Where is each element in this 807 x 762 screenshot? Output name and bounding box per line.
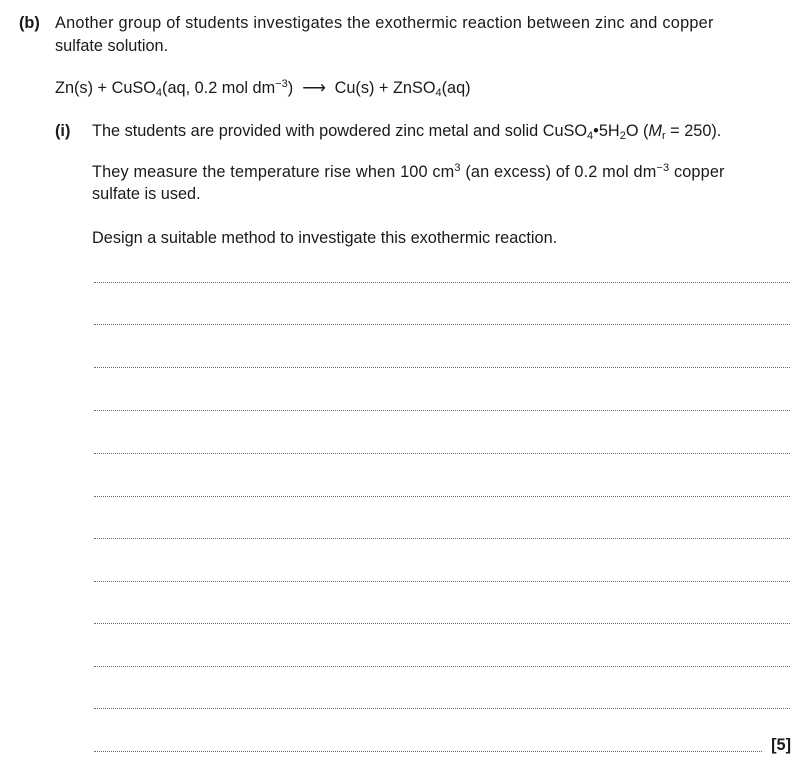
marks-allocation: [5]	[771, 736, 791, 754]
superscript: 3	[454, 162, 461, 174]
answer-line[interactable]	[94, 324, 790, 325]
eq-zinc-sulfate: ZnSO	[392, 79, 436, 97]
answer-line[interactable]	[94, 751, 762, 752]
part-text-line2: sulfate solution.	[55, 37, 169, 55]
para2-text: (an excess) of 0.2 mol dm	[460, 163, 657, 181]
eq-plus: +	[378, 79, 389, 97]
para2-text: They measure the temperature rise when 100 cm	[92, 163, 455, 181]
eq-copper-solid: Cu(s)	[334, 79, 375, 97]
eq-superscript: −3	[275, 78, 288, 90]
answer-line[interactable]	[94, 496, 790, 497]
subpart-para2-line1	[92, 163, 725, 182]
subscript: 2	[619, 130, 626, 142]
superscript: −3	[656, 162, 670, 174]
subscript: r	[661, 130, 666, 142]
instruction-text: Design a suitable method to investigate this exothermic reaction.	[92, 229, 558, 247]
eq-aq-concentration: (aq, 0.2 mol dm	[162, 79, 276, 97]
answer-line[interactable]	[94, 581, 790, 582]
eq-subscript: 4	[155, 87, 163, 99]
eq-subscript: 4	[435, 87, 442, 99]
eq-close-paren: )	[287, 79, 294, 97]
eq-zinc-solid: Zn(s)	[55, 79, 93, 97]
subpart-label: (i)	[55, 122, 71, 140]
subpart-line1	[92, 122, 721, 141]
part-text-line1: Another group of students investigates the exothermic reaction between zinc and copper	[55, 14, 714, 32]
eq-copper-sulfate: CuSO	[111, 79, 156, 97]
subscript: 4	[587, 130, 594, 142]
answer-line[interactable]	[94, 282, 790, 283]
answer-line[interactable]	[94, 708, 790, 709]
subpart-para2-line2: sulfate is used.	[92, 185, 201, 203]
subpart-line1-text: The students are provided with powdered zinc metal and solid CuSO	[92, 122, 588, 140]
answer-line[interactable]	[94, 453, 790, 454]
subpart-line1-text: O (	[625, 122, 649, 140]
molar-mass-symbol: M	[648, 122, 662, 140]
subpart-line1-text: •5H	[593, 122, 620, 140]
subpart-line1-text: = 250).	[665, 122, 722, 140]
eq-aq: (aq)	[441, 79, 471, 97]
answer-line[interactable]	[94, 538, 790, 539]
answer-line[interactable]	[94, 666, 790, 667]
chemical-equation	[55, 78, 471, 98]
answer-line[interactable]	[94, 623, 790, 624]
answer-line[interactable]	[94, 367, 790, 368]
eq-plus: +	[97, 79, 108, 97]
para2-text: copper	[669, 163, 725, 181]
part-label: (b)	[19, 14, 40, 32]
eq-arrow: ⟶	[302, 79, 326, 97]
answer-line[interactable]	[94, 410, 790, 411]
